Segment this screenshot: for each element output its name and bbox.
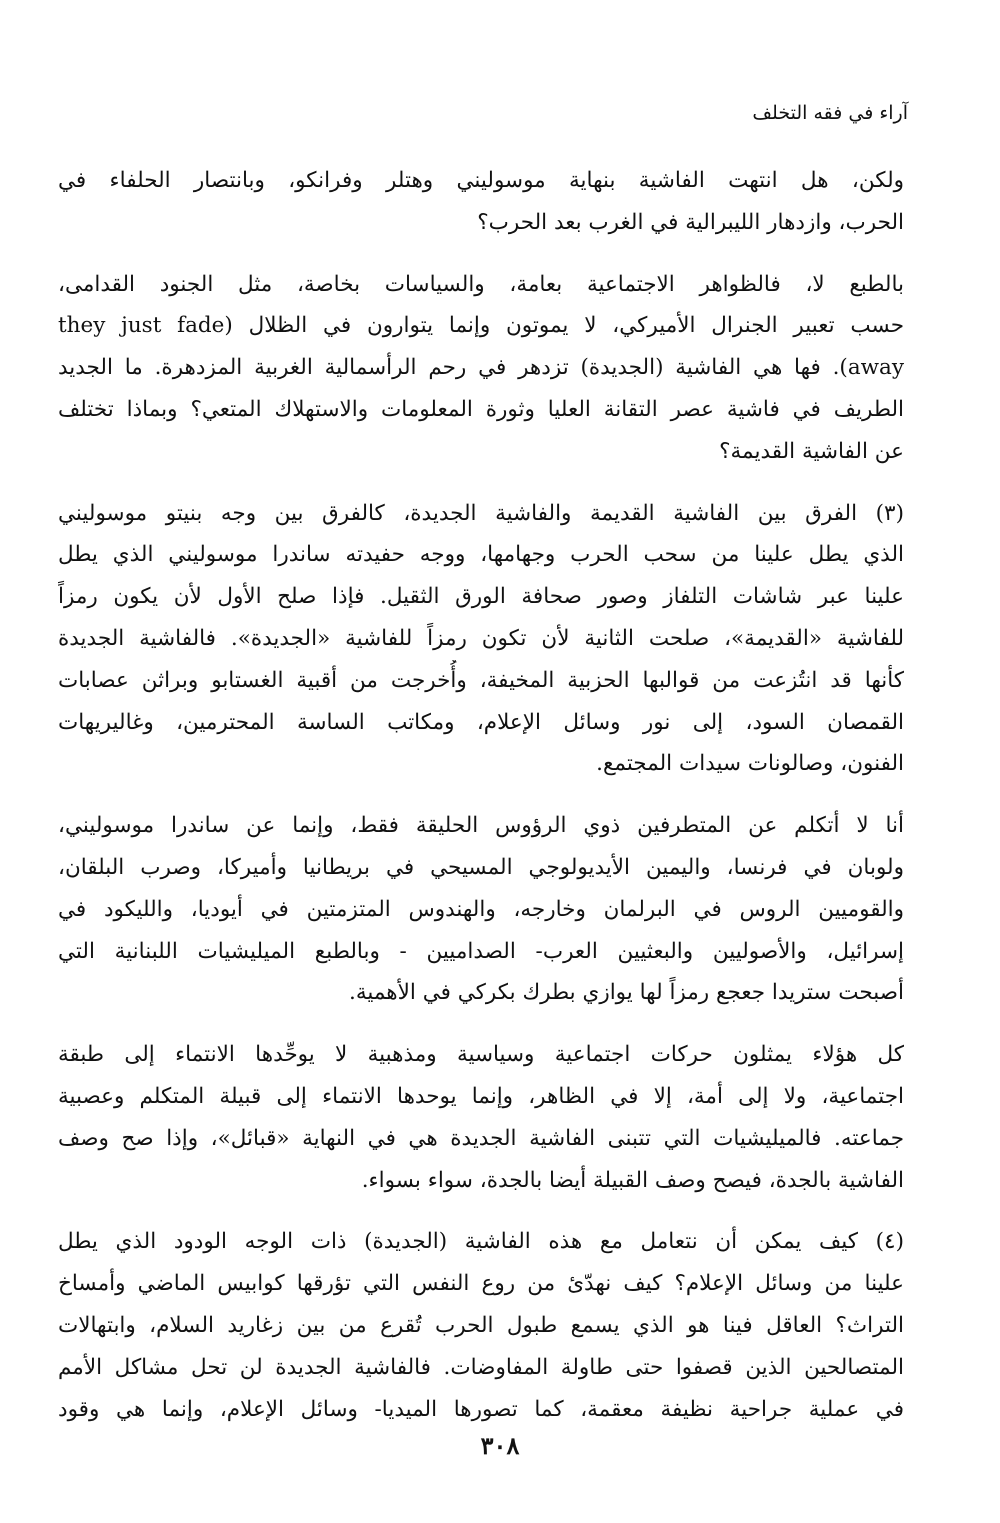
text-line: أنا لا أتكلم عن المتطرفين ذوي الرؤوس الحليقة فقط، وإنما عن ساندرا موسوليني، xyxy=(58,813,904,839)
text-line: ولوبان في فرنسا، واليمين الأيديولوجي المسيحي في بريطانيا وأميركا، وصرب البلقان، xyxy=(58,854,904,880)
text-line: الفاشية بالجدة، فيصح وصف القبيلة أيضا بالجدة، سواء بسواء. xyxy=(361,1167,904,1193)
text-line: (٣) الفرق بين الفاشية القديمة والفاشية الجديدة، كالفرق بين وجه بنيتو موسوليني xyxy=(58,500,904,526)
text-line: الذي يطل علينا من سحب الحرب وجهامها، ووجه حفيدته ساندرا موسوليني الذي يطل xyxy=(58,542,904,568)
text-line: علينا عبر شاشات التلفاز وصور صحافة الورق الثقيل. فإذا صلح الأول لأن يكون رمزاً xyxy=(58,584,904,610)
text-line: ولكن، هل انتهت الفاشية بنهاية موسوليني وهتلر وفرانكو، وبانتصار الحلفاء في xyxy=(58,168,904,193)
paragraph xyxy=(58,493,904,786)
paragraph xyxy=(58,1034,904,1201)
text-line: في عملية جراحية نظيفة معقمة، كما تصورها الميديا- وسائل الإعلام، وإنما هي وقود xyxy=(58,1396,904,1422)
text-line: الحرب، وازدهار الليبرالية في الغرب بعد الحرب؟ xyxy=(477,209,904,235)
text-line: عن الفاشية القديمة؟ xyxy=(719,438,904,464)
paragraph xyxy=(58,160,904,244)
text-line: للفاشية «القديمة»، صلحت الثانية لأن تكون رمزاً للفاشية «الجديدة». فالفاشية الجديدة xyxy=(58,625,904,651)
text-line: المتصالحين الذين قصفوا حتى طاولة المفاوضات. فالفاشية الجديدة لن تحل مشاكل الأمم xyxy=(58,1354,904,1380)
text-line: أصبحت ستريدا جعجع رمزاً لها يوازي بطرك بكركي في الأهمية. xyxy=(349,980,904,1006)
text-line: والقوميين الروس في البرلمان وخارجه، والهندوس المتزمتين في أيوديا، والليكود في xyxy=(58,896,904,922)
text-line: إسرائيل، والأصوليين والبعثيين العرب- الصداميين - وبالطبع الميليشيات اللبنانية التي xyxy=(58,938,904,964)
page-number: ٣٠٨ xyxy=(480,1431,520,1460)
text-line: الفنون، وصالونات سيدات المجتمع. xyxy=(596,751,904,777)
text-line: كل هؤلاء يمثلون حركات اجتماعية وسياسية ومذهبية لا يوحِّدها الانتماء إلى طبقة xyxy=(58,1042,904,1068)
text-line: التراث؟ العاقل فينا هو الذي يسمع طبول الحرب تُقرع من بين زغاريد السلام، وابتهالات xyxy=(58,1312,904,1338)
body-text xyxy=(58,160,904,1450)
text-line: القمصان السود، إلى نور وسائل الإعلام، ومكاتب الساسة المحترمين، وغاليريهات xyxy=(58,709,904,735)
text-line: حسب تعبير الجنرال الأميركي، لا يموتون وإنما يتوارون في الظلال (they just fade xyxy=(58,313,904,339)
paragraph xyxy=(58,264,904,473)
text-line: علينا من وسائل الإعلام؟ كيف نهدّئ من روع النفس التي تؤرقها كوابيس الماضي وأمساخ xyxy=(58,1271,904,1297)
paragraph xyxy=(58,805,904,1014)
text-line: اجتماعية، ولا إلى أمة، إلا في الظاهر، وإنما يوحدها الانتماء إلى قبيلة المتكلم وعصبية xyxy=(58,1083,904,1109)
text-line: بالطبع لا، فالظواهر الاجتماعية بعامة، والسياسات بخاصة، مثل الجنود القدامى، xyxy=(58,271,904,297)
text-line: جماعته. فالميليشيات التي تتبنى الفاشية الجديدة هي في النهاية «قبائل»، وإذا صح وصف xyxy=(58,1125,904,1151)
text-line: (٤) كيف يمكن أن نتعامل مع هذه الفاشية (الجديدة) ذات الوجه الودود الذي يطل xyxy=(58,1229,904,1255)
text-line: away). فها هي الفاشية (الجديدة) تزدهر في رحم الرأسمالية الغربية المزدهرة. ما الجديد xyxy=(58,355,904,381)
text-line: الطريف في فاشية عصر التقانة العليا وثورة المعلومات والاستهلاك المتعي؟ وبماذا تختلف xyxy=(58,396,904,422)
running-header: آراء في فقه التخلف xyxy=(752,102,908,124)
text-line: كأنها قد انتُزعت من قوالبها الحزبية المخيفة، وأُخرجت من أقبية الغستابو وبراثن عصابات xyxy=(58,667,904,693)
paragraph xyxy=(58,1221,904,1430)
